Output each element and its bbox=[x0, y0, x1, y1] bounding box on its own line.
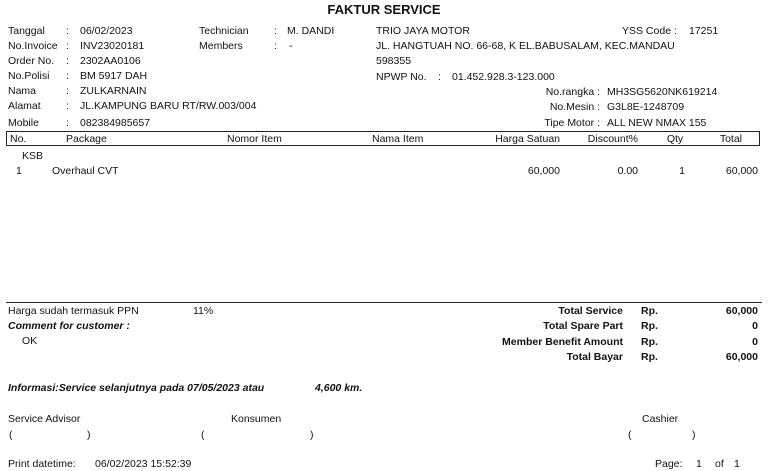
row-harga: 60,000 bbox=[527, 165, 560, 177]
row-package: Overhaul CVT bbox=[52, 165, 119, 177]
info-label: No.Polisi bbox=[8, 70, 50, 82]
signature-open-paren: ( bbox=[201, 429, 205, 441]
page-of-label: of bbox=[715, 458, 724, 470]
info-value: JL.KAMPUNG BARU RT/RW.003/004 bbox=[80, 100, 257, 112]
currency: Rp. bbox=[641, 351, 658, 363]
frame-number-label: No.rangka : bbox=[545, 86, 600, 98]
currency: Rp. bbox=[641, 305, 658, 317]
page-number: 1 bbox=[696, 458, 702, 470]
signature-open-paren: ( bbox=[9, 429, 13, 441]
col-package: Package bbox=[66, 133, 107, 145]
print-datetime-value: 06/02/2023 15:52:39 bbox=[95, 458, 192, 470]
total-bayar-label: Total Bayar bbox=[566, 351, 623, 363]
comment-label: Comment for customer : bbox=[8, 320, 130, 332]
currency: Rp. bbox=[641, 320, 658, 332]
yss-code-value: 17251 bbox=[689, 25, 719, 37]
row-discount: 0.00 bbox=[617, 165, 638, 177]
info-label: Nama bbox=[8, 85, 37, 97]
page-label: Page: bbox=[655, 458, 683, 470]
technician-value: M. DANDI bbox=[287, 25, 335, 37]
footer-divider bbox=[6, 302, 762, 303]
next-service-info: Informasi:Service selanjutnya pada 07/05/2023 atau bbox=[8, 382, 265, 394]
technician-label: Technician bbox=[199, 25, 249, 37]
total-spare-part-label: Total Spare Part bbox=[543, 320, 623, 332]
info-label: Tanggal bbox=[8, 25, 45, 37]
info-label: Alamat bbox=[8, 100, 41, 112]
package-group: KSB bbox=[22, 150, 44, 162]
yss-code-label: YSS Code : bbox=[622, 25, 677, 37]
info-value: INV23020181 bbox=[80, 40, 145, 52]
members-value: - bbox=[289, 40, 293, 52]
member-benefit-value: 0 bbox=[752, 336, 758, 348]
page-title: FAKTUR SERVICE bbox=[327, 2, 441, 17]
info-colon: : bbox=[66, 40, 69, 52]
info-value: BM 5917 DAH bbox=[80, 70, 148, 82]
info-colon: : bbox=[66, 70, 69, 82]
info-colon: : bbox=[66, 25, 69, 37]
info-colon: : bbox=[274, 25, 277, 37]
info-label: No.Invoice bbox=[8, 40, 58, 52]
page-total: 1 bbox=[734, 458, 740, 470]
signature-close-paren: ) bbox=[310, 429, 314, 441]
col-harga-satuan: Harga Satuan bbox=[495, 133, 560, 145]
npwp-label: NPWP No. bbox=[376, 71, 427, 83]
service-advisor-label: Service Advisor bbox=[8, 413, 81, 425]
info-label: Mobile bbox=[8, 117, 39, 129]
currency: Rp. bbox=[641, 336, 658, 348]
info-label: Order No. bbox=[8, 55, 55, 67]
row-no: 1 bbox=[16, 165, 22, 177]
signature-close-paren: ) bbox=[87, 429, 91, 441]
col-nomor-item: Nomor Item bbox=[227, 133, 282, 145]
member-benefit-label: Member Benefit Amount bbox=[502, 336, 623, 348]
col-nama-item: Nama Item bbox=[372, 133, 424, 145]
info-colon: : bbox=[66, 100, 69, 112]
comment-value: OK bbox=[22, 335, 38, 347]
info-colon: : bbox=[66, 55, 69, 67]
total-spare-part-value: 0 bbox=[752, 320, 758, 332]
info-colon: : bbox=[66, 85, 69, 97]
total-bayar-value: 60,000 bbox=[725, 351, 758, 363]
col-qty: Qty bbox=[666, 133, 684, 145]
info-value: 082384985657 bbox=[80, 117, 151, 129]
members-label: Members bbox=[199, 40, 243, 52]
engine-number-label: No.Mesin : bbox=[549, 101, 600, 113]
ppn-label: Harga sudah termasuk PPN bbox=[8, 305, 139, 317]
motor-type-value: ALL NEW NMAX 155 bbox=[607, 117, 707, 129]
total-service-label: Total Service bbox=[558, 305, 623, 317]
row-total: 60,000 bbox=[725, 165, 758, 177]
signature-close-paren: ) bbox=[692, 429, 696, 441]
info-value: 2302AA0106 bbox=[80, 55, 141, 67]
info-value: 06/02/2023 bbox=[80, 25, 133, 37]
info-value: ZULKARNAIN bbox=[80, 85, 147, 97]
total-service-value: 60,000 bbox=[725, 305, 758, 317]
dealer-name: TRIO JAYA MOTOR bbox=[376, 25, 470, 37]
info-colon: : bbox=[66, 117, 69, 129]
info-colon: : bbox=[274, 40, 277, 52]
ppn-value: 11% bbox=[193, 305, 214, 317]
col-discount: Discount% bbox=[587, 133, 638, 145]
dealer-postcode: 598355 bbox=[376, 55, 412, 67]
engine-number-value: G3L8E-1248709 bbox=[607, 101, 685, 113]
row-qty: 1 bbox=[679, 165, 685, 177]
konsumen-label: Konsumen bbox=[231, 413, 282, 425]
frame-number-value: MH3SG5620NK619214 bbox=[607, 86, 718, 98]
col-no: No. bbox=[10, 133, 27, 145]
npwp-value: 01.452.928.3-123.000 bbox=[452, 71, 555, 83]
cashier-label: Cashier bbox=[642, 413, 679, 425]
col-total: Total bbox=[719, 133, 742, 145]
info-colon: : bbox=[438, 71, 441, 83]
signature-open-paren: ( bbox=[628, 429, 632, 441]
motor-type-label: Tipe Motor : bbox=[544, 117, 600, 129]
print-datetime-label: Print datetime: bbox=[8, 458, 76, 470]
dealer-address: JL. HANGTUAH NO. 66-68, K EL.BABUSALAM, KEC.MANDAU bbox=[376, 40, 675, 52]
next-service-km: 4,600 km. bbox=[315, 382, 363, 394]
